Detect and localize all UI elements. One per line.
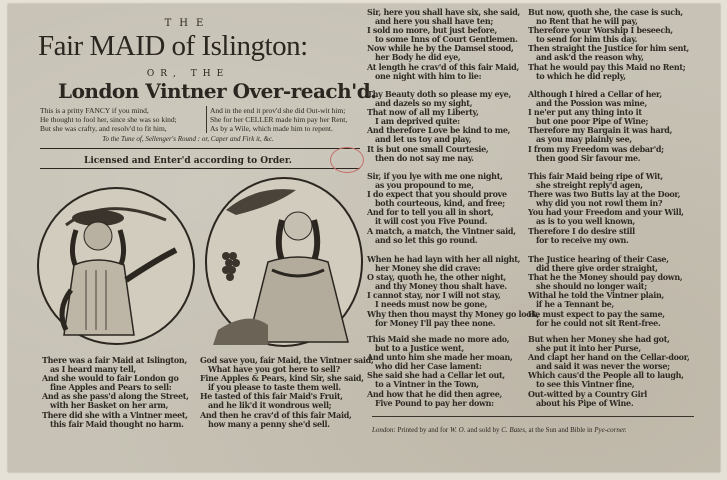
verse-line: and the Possion was mine,	[536, 98, 647, 109]
tune-line: To the Tune of, Sellenger's Round : or, Caper and Firk it, &c.	[102, 135, 274, 143]
verse-line: how many a penny she'd sell.	[208, 418, 330, 429]
verse-line: And as she pass'd along the Street,	[42, 391, 189, 402]
verse-line: I ne'er put any thing into it	[528, 107, 642, 118]
woodcut-illustrations	[36, 170, 366, 352]
verse-line: There did she with a Vintner meet,	[42, 409, 188, 420]
verse-line: she put it into her Purse,	[536, 343, 641, 354]
verse-line: I from my Freedom was debar'd;	[528, 143, 664, 154]
verse-line: and dazels so my sight,	[375, 98, 473, 109]
ballad-title: Fair MAID of Islington:	[38, 30, 308, 62]
stanza-right-5	[367, 172, 516, 245]
verse-line: for Money I'll pay thee none.	[375, 317, 496, 328]
verse-line: A match, a match, the Vintner said,	[367, 225, 516, 236]
stanza-left-2	[200, 356, 373, 429]
verse-line: Then straight the Justice for him sent,	[528, 43, 690, 54]
verse-line: Therefore your Worship I beseech,	[528, 25, 673, 36]
broadside-sheet	[8, 4, 720, 472]
verse-line: and ask'd the reason why,	[536, 52, 644, 63]
intro-line: She for her CELLER made him pay her Rent,	[210, 115, 348, 124]
verse-line: both courteous, kind, and free;	[375, 198, 505, 209]
verse-line: He tasted of this fair Maid's Fruit,	[200, 391, 343, 402]
verse-line: What have you got here to sell?	[208, 364, 340, 375]
intro-line: This is a pritty FANCY if you mind,	[40, 106, 149, 115]
verse-line: as is to you well known,	[536, 216, 636, 227]
stanza-right-10	[528, 335, 690, 408]
verse-line: Sir, here you shall have six, she said,	[367, 7, 520, 17]
verse-line: But when her Money she had got,	[528, 334, 670, 344]
imprint-text: and sold by	[467, 426, 500, 434]
verse-line: this fair Maid thought no harm.	[50, 418, 184, 429]
intro-line: And in the end it prov'd she did Out-wit him;	[210, 106, 346, 115]
verse-line: That he the Money should pay down,	[528, 272, 683, 283]
verse-line: who did her Case lament:	[375, 361, 482, 372]
verse-line: as you propound to me,	[375, 180, 474, 191]
imprint-place: Pye-corner.	[594, 426, 627, 434]
imprint-city: London:	[372, 426, 396, 434]
stanza-right-6	[528, 172, 684, 245]
imprint-printer: W. O.	[449, 426, 466, 434]
verse-line: And clapt her hand on the Cellar-door,	[528, 352, 690, 363]
verse-line: And therefore Love be kind to me,	[367, 125, 511, 136]
verse-line: It is but one small Courtesie,	[367, 143, 489, 154]
verse-line: to see this Vintner fine,	[536, 379, 635, 390]
verse-line: but one poor Pipe of Wine;	[536, 116, 649, 127]
verse-line: But now, quoth she, the case is such,	[528, 7, 683, 17]
divider	[40, 168, 360, 169]
stanza-right-7	[367, 255, 539, 328]
verse-line: then good Sir favour me.	[536, 152, 641, 163]
verse-line: as I heard many tell,	[50, 364, 136, 375]
stanza-right-1	[367, 8, 520, 81]
verse-line: I cannot stay, nor I will not stay,	[367, 290, 501, 301]
verse-line: but to a Justice went,	[375, 343, 464, 354]
verse-line: for he could not sit Rent-free.	[536, 317, 661, 328]
verse-line: Out-witted by a Country Girl	[528, 388, 647, 399]
verse-line: one night with him to lie:	[375, 70, 482, 81]
stanza-right-2	[528, 8, 689, 81]
verse-line: her Money she did crave:	[375, 263, 481, 274]
verse-line: And then he crav'd of this fair Maid,	[200, 409, 352, 420]
verse-line: and thy Money thou shalt have.	[375, 281, 507, 292]
intro-right	[206, 106, 347, 133]
verse-line: it will cost you Five Pound.	[375, 216, 488, 227]
stanza-right-4	[528, 90, 672, 163]
verse-line: I am deprived quite:	[375, 116, 460, 127]
verse-line: if he a Tennant be,	[536, 299, 614, 310]
verse-line: about his Pipe of Wine.	[536, 397, 634, 408]
imprint-text: Printed by and for	[397, 426, 449, 434]
verse-line: and he lik'd it wondrous well;	[208, 400, 332, 411]
verse-line: she should no longer wait;	[536, 281, 647, 292]
verse-line: and said it was never the worse;	[536, 361, 670, 372]
verse-line: That he would pay this Maid no Rent;	[528, 61, 686, 72]
verse-line: Which caus'd the People all to laugh,	[528, 370, 684, 381]
verse-line: At length he crav'd of this fair Maid,	[367, 61, 519, 72]
verse-line: I sold no more, but just before,	[367, 25, 497, 36]
verse-line: why did you not rowl them in?	[536, 198, 663, 209]
stanza-right-8	[528, 255, 682, 328]
verse-line: The Justice hearing of their Case,	[528, 254, 669, 264]
verse-line: O stay, quoth he, the other night,	[367, 272, 506, 283]
verse-line: Therefore I do desire still	[528, 225, 635, 236]
title-or: OR, THE	[146, 69, 230, 79]
verse-line: with her Basket on her arm,	[50, 400, 169, 411]
verse-line: And how that he did then agree,	[367, 388, 502, 399]
verse-line: and so let this go round.	[375, 234, 478, 245]
verse-line: And unto him she made her moan,	[367, 352, 513, 363]
title-the: THE	[164, 18, 212, 29]
imprint-text: at the Sun and Bible in	[528, 426, 593, 434]
woodcut-vintner	[38, 188, 194, 344]
verse-line: she streight reply'd agen,	[536, 180, 643, 191]
verse-line: Why then thou mayst thy Money go look,	[367, 308, 539, 319]
verse-line: I needs must now be gone,	[375, 299, 488, 310]
intro-left	[40, 106, 177, 133]
stanza-right-9	[367, 335, 512, 408]
verse-line: no Rent that he will pay,	[536, 16, 638, 27]
verse-line: God save you, fair Maid, the Vintner said,	[200, 355, 374, 365]
verse-line: There was a fair Maid at Islington,	[42, 355, 187, 365]
verse-line: Five Pound to pay her down:	[375, 397, 494, 408]
licence-line: Licensed and Enter'd according to Order.	[84, 156, 292, 166]
printer-imprint	[372, 426, 627, 434]
verse-line: as you may plainly see,	[536, 134, 632, 145]
verse-line: This Maid she made no more ado,	[367, 334, 510, 344]
verse-line: Thy Beauty doth so please my eye,	[367, 89, 511, 99]
verse-line: her Body he did eye,	[375, 52, 461, 63]
verse-line: Therefore my Bargain it was hard,	[528, 125, 673, 136]
verse-line: He must expect to pay the same,	[528, 308, 665, 319]
verse-line: to some Inns of Court Gentlemen.	[375, 34, 518, 45]
stanza-left-1	[42, 356, 189, 429]
verse-line: to send for him this day.	[536, 34, 638, 45]
verse-line: There was two Butts lay at the Door,	[528, 189, 681, 200]
verse-line: and let us toy and play,	[375, 134, 472, 145]
verse-line: Withal he told the Vintner plain,	[528, 290, 665, 301]
verse-line: She said she had a Cellar let out,	[367, 370, 505, 381]
verse-line: Although I hired a Cellar of her,	[528, 89, 662, 99]
verse-line: then do not say me nay.	[375, 152, 474, 163]
verse-line: When he had layn with her all night,	[367, 254, 521, 264]
verse-line: This fair Maid being ripe of Wit,	[528, 171, 663, 181]
stanza-right-3	[367, 90, 511, 163]
verse-line: That now of all my Liberty,	[367, 107, 479, 118]
footer-rule	[372, 416, 694, 417]
intro-line: As by a Wile, which made him to repent.	[210, 124, 333, 133]
verse-line: if you please to taste them well.	[208, 382, 341, 393]
verse-line: for to receive my own.	[536, 234, 629, 245]
verse-line: to which he did reply,	[536, 70, 626, 81]
verse-line: And for to tell you all in short,	[367, 207, 494, 218]
intro-line: But she was crafty, and resolv'd to fit him,	[40, 124, 167, 133]
verse-line: did there give order straight,	[536, 263, 658, 274]
verse-line: Now while he by the Damsel stood,	[367, 43, 514, 54]
verse-line: I do expect that you should prove	[367, 189, 507, 200]
woodcut-maid	[206, 178, 362, 346]
verse-line: Sir, if you lye with me one night,	[367, 171, 503, 181]
verse-line: fine Apples and Pears to sell:	[50, 382, 172, 393]
verse-line: You had your Freedom and your Will,	[528, 207, 684, 218]
verse-line: to a Vintner in the Town,	[375, 379, 479, 390]
imprint-seller: C. Bates,	[501, 426, 527, 434]
verse-line: Fine Apples & Pears, kind Sir, she said,	[200, 373, 364, 384]
ballad-subtitle: London Vintner Over-reach'd.	[58, 79, 377, 103]
intro-line: He thought to fool her, since she was so kind;	[40, 115, 177, 124]
verse-line: And she would to fair London go	[42, 373, 179, 384]
divider	[40, 148, 360, 149]
verse-line: and here you shall have ten;	[375, 16, 494, 27]
